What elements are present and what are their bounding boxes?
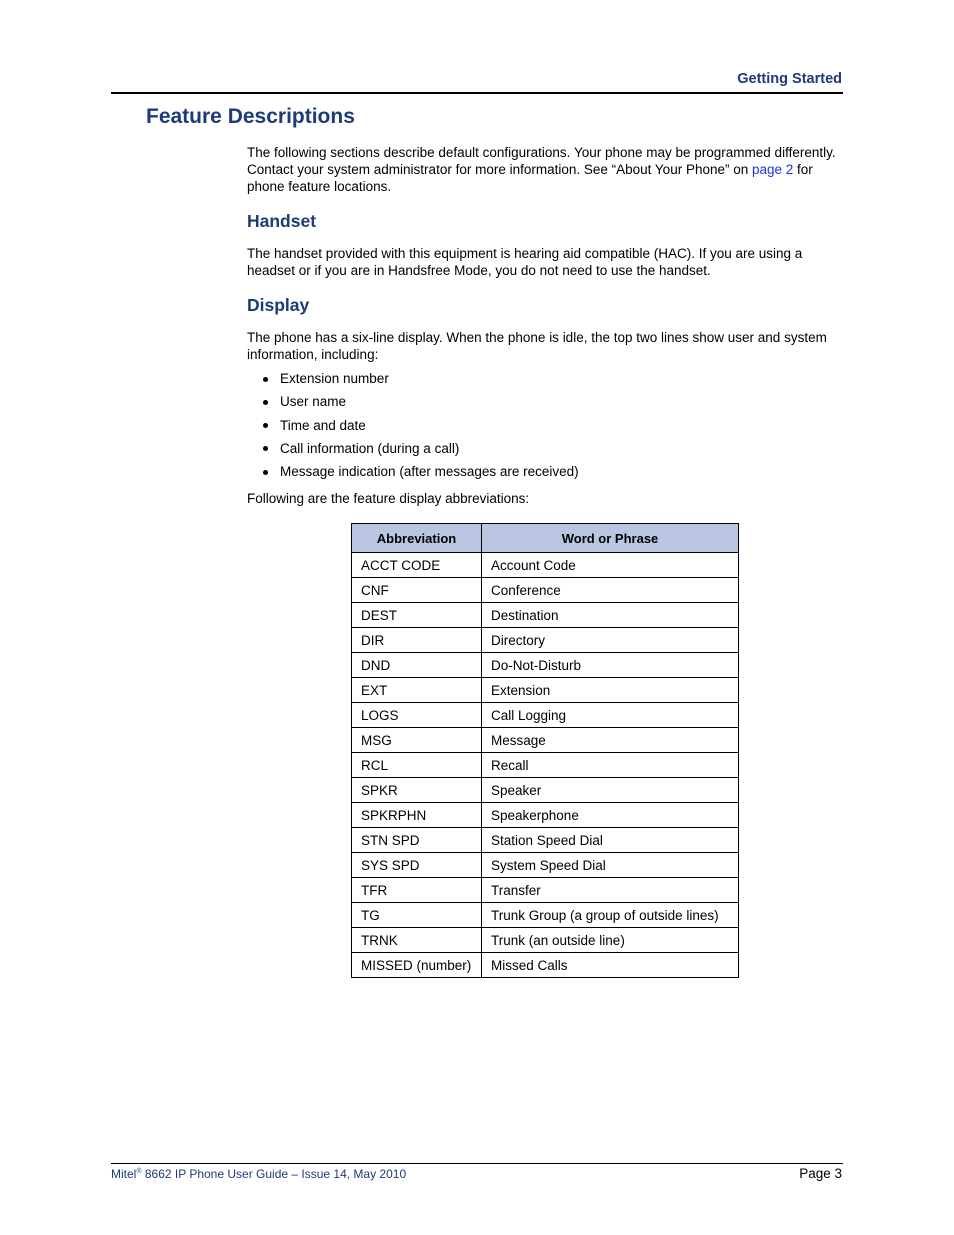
list-item: User name — [247, 393, 843, 416]
table-row — [352, 953, 739, 978]
phrase-cell: Account Code — [482, 553, 739, 578]
phrase-cell: Conference — [482, 578, 739, 603]
table-row — [352, 803, 739, 828]
footer-divider — [111, 1163, 843, 1164]
table-intro — [247, 490, 843, 507]
display-body — [247, 329, 843, 363]
phrase-cell: Trunk (an outside line) — [482, 928, 739, 953]
phrase-cell: System Speed Dial — [482, 853, 739, 878]
table-row — [352, 678, 739, 703]
abbreviation-cell: DND — [352, 653, 482, 678]
display-paragraph: The phone has a six-line display. When the phone is idle, the top two lines show user and system information, including: — [247, 330, 827, 362]
phrase-cell: Missed Calls — [482, 953, 739, 978]
abbreviation-cell: SYS SPD — [352, 853, 482, 878]
abbreviation-cell: MISSED (number) — [352, 953, 482, 978]
handset-body — [247, 245, 843, 279]
table-row — [352, 778, 739, 803]
phrase-cell: Extension — [482, 678, 739, 703]
footer-guide-title: 8662 IP Phone User Guide – Issue 14, May 2010 — [141, 1167, 407, 1181]
abbreviation-cell: LOGS — [352, 703, 482, 728]
phrase-cell: Transfer — [482, 878, 739, 903]
abbreviation-table — [351, 523, 739, 978]
column-header-abbreviation: Abbreviation — [352, 524, 482, 553]
list-item: Time and date — [247, 417, 843, 440]
handset-paragraph: The handset provided with this equipment is hearing aid compatible (HAC). If you are using a headset or if you are in Handsfree Mode, you do not need to use the handset. — [247, 246, 803, 278]
abbreviation-cell: SPKRPHN — [352, 803, 482, 828]
running-header-section: Getting Started — [737, 71, 842, 87]
table-header-row — [352, 524, 739, 553]
table-row — [352, 853, 739, 878]
table-row — [352, 578, 739, 603]
footer-document-title — [111, 1167, 406, 1181]
phrase-cell: Destination — [482, 603, 739, 628]
phrase-cell: Call Logging — [482, 703, 739, 728]
abbreviation-cell: MSG — [352, 728, 482, 753]
phrase-cell: Trunk Group (a group of outside lines) — [482, 903, 739, 928]
display-info-list — [247, 370, 843, 486]
list-item: Call information (during a call) — [247, 440, 843, 463]
phrase-cell: Station Speed Dial — [482, 828, 739, 853]
handset-section — [247, 213, 843, 230]
table-row — [352, 928, 739, 953]
phrase-cell: Directory — [482, 628, 739, 653]
phrase-cell: Do-Not-Disturb — [482, 653, 739, 678]
abbreviation-cell: CNF — [352, 578, 482, 603]
abbreviation-cell: DEST — [352, 603, 482, 628]
list-item: Extension number — [247, 370, 843, 393]
page-2-link[interactable]: page 2 — [752, 162, 794, 177]
abbreviation-cell: SPKR — [352, 778, 482, 803]
table-row — [352, 653, 739, 678]
header-divider — [111, 92, 843, 94]
abbreviation-cell: DIR — [352, 628, 482, 653]
intro-text-end: for phone feature locations. — [247, 162, 813, 194]
phrase-cell: Message — [482, 728, 739, 753]
abbreviation-cell: ACCT CODE — [352, 553, 482, 578]
table-row — [352, 628, 739, 653]
handset-heading: Handset — [247, 211, 317, 231]
table-row — [352, 753, 739, 778]
display-heading: Display — [247, 295, 310, 315]
phrase-cell: Speakerphone — [482, 803, 739, 828]
list-item: Message indication (after messages are received) — [247, 463, 843, 486]
footer-brand: Mitel — [111, 1167, 137, 1181]
table-row — [352, 728, 739, 753]
abbreviation-cell: TFR — [352, 878, 482, 903]
abbreviation-cell: RCL — [352, 753, 482, 778]
registered-mark: ® — [136, 1168, 142, 1175]
page-title: Feature Descriptions — [146, 105, 355, 128]
phrase-cell: Speaker — [482, 778, 739, 803]
abbreviation-cell: TRNK — [352, 928, 482, 953]
intro-paragraph — [247, 144, 843, 195]
table-body — [352, 553, 739, 978]
table-row — [352, 828, 739, 853]
column-header-word-or-phrase: Word or Phrase — [482, 524, 739, 553]
abbreviation-cell: STN SPD — [352, 828, 482, 853]
table-row — [352, 703, 739, 728]
feature-bullet-list-container — [247, 370, 843, 486]
display-section — [247, 297, 843, 314]
table-row — [352, 903, 739, 928]
intro-text: The following sections describe default configurations. Your phone may be programmed differently. Contact your system administrator for more information. See “About Your Phone” on — [247, 145, 836, 177]
table-row — [352, 603, 739, 628]
phrase-cell: Recall — [482, 753, 739, 778]
page-number: Page 3 — [799, 1166, 842, 1181]
table-row — [352, 553, 739, 578]
table-row — [352, 878, 739, 903]
abbreviation-cell: EXT — [352, 678, 482, 703]
table-intro-text: Following are the feature display abbreviations: — [247, 491, 530, 506]
abbreviation-cell: TG — [352, 903, 482, 928]
